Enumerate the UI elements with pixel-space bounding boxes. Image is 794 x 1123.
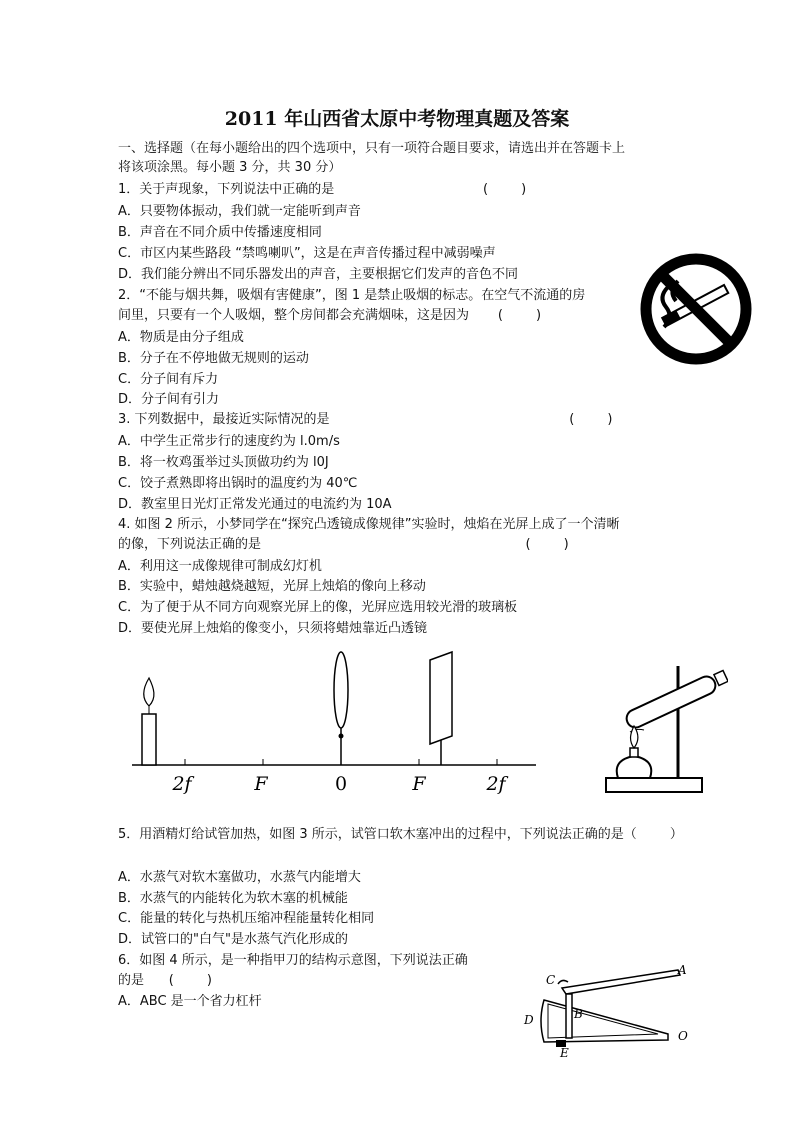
section-intro-line-1: 一、选择题（在每小题给出的四个选项中，只有一项符合题目要求，请选出并在答题卡上: [118, 141, 626, 156]
question-4-option-c: C．为了便于从不同方向观察光屏上的像，光屏应选用较光滑的玻璃板: [118, 600, 518, 615]
question-1-option-b: B．声音在不同介质中传播速度相同: [118, 225, 322, 240]
question-5-stem: 5．用酒精灯给试管加热，如图 3 所示，试管口软木塞冲出的过程中，下列说法正确的是（ ）: [118, 827, 683, 842]
question-5-option-c: C．能量的转化与热机压缩冲程能量转化相同: [118, 911, 375, 926]
question-1-option-c: C．市区内某些路段 “禁鸣喇叭”，这是在声音传播过程中减弱噪声: [118, 246, 496, 261]
question-6-option-a: A．ABC 是一个省力杠杆: [118, 994, 262, 1009]
question-2-option-d: D．分子间有引力: [118, 392, 220, 407]
question-1-stem: 1．关于声现象，下列说法中正确的是 ( ): [118, 182, 527, 197]
section-intro-line-2: 将该项涂黑。每小题 3 分，共 30 分）: [118, 160, 342, 175]
nail-clipper-figure: [518, 958, 703, 1060]
question-2-option-b: B．分子在不停地做无规则的运动: [118, 351, 309, 366]
upper-lever-abc: [558, 970, 680, 994]
question-4-option-b: B．实验中，蜡烛越烧越短，光屏上烛焰的像向上移动: [118, 579, 426, 594]
question-2-option-a: A．物质是由分子组成: [118, 330, 244, 345]
question-5-option-b: B．水蒸气的内能转化为软木塞的机械能: [118, 891, 348, 906]
question-3-option-a: A．中学生正常步行的速度约为 l.0m/s: [118, 434, 340, 449]
question-2-stem-1: 2．“不能与烟共舞，吸烟有害健康”，图 1 是禁止吸烟的标志。在空气不流通的房: [118, 288, 586, 303]
optical-bench-figure: [128, 648, 538, 796]
question-3-stem: 3. 下列数据中，最接近实际情况的是 ( ): [118, 412, 613, 427]
question-4-stem-1: 4. 如图 2 所示，小梦同学在“探究凸透镜成像规律”实验时，烛焰在光屏上成了一个清晰: [118, 517, 620, 532]
point-label: O: [678, 1029, 688, 1043]
axis-label: 2f: [486, 773, 506, 795]
stand-base: [606, 778, 702, 792]
test-tube-heating-figure: [598, 660, 728, 800]
question-6-stem-1: 6．如图 4 所示，是一种指甲刀的结构示意图，下列说法正确: [118, 953, 468, 968]
axis-label: F: [254, 773, 268, 795]
point-label: E: [560, 1046, 569, 1060]
question-5-option-d: D．试管口的"白气"是水蒸气汽化形成的: [118, 932, 348, 947]
question-3-option-d: D．教室里日光灯正常发光通过的电流约为 10A: [118, 497, 392, 512]
point-label: C: [546, 973, 556, 987]
point-label: D: [524, 1013, 534, 1027]
question-1-option-d: D．我们能分辨出不同乐器发出的声音，主要根据它们发声的音色不同: [118, 267, 519, 282]
convex-lens: [334, 652, 348, 765]
question-3-option-c: C．饺子煮熟即将出锅时的温度约为 40℃: [118, 476, 358, 491]
question-6-stem-2: 的是 ( ): [118, 973, 212, 988]
no-smoking-sign-figure: [638, 251, 754, 367]
axis-label: 0: [334, 773, 348, 795]
clipper-body: [541, 994, 668, 1047]
axis-label: 2f: [172, 773, 192, 795]
page-title: 2011 年山西省太原中考物理真题及答案: [224, 108, 570, 130]
point-label: A: [678, 963, 687, 977]
pin-b: [566, 994, 572, 1038]
question-3-option-b: B．将一枚鸡蛋举过头顶做功约为 l0J: [118, 455, 329, 470]
point-label: B: [574, 1007, 583, 1021]
question-4-stem-2: 的像，下列说法正确的是 ( ): [118, 537, 569, 552]
question-1-option-a: A．只要物体振动，我们就一定能听到声音: [118, 204, 361, 219]
question-2-option-c: C．分子间有斥力: [118, 372, 219, 387]
test-tube: [624, 674, 719, 732]
question-4-option-a: A．利用这一成像规律可制成幻灯机: [118, 559, 322, 574]
candle: [142, 678, 156, 765]
question-2-stem-2: 间里，只要有一个人吸烟，整个房间都会充满烟味，这是因为 ( ): [118, 308, 542, 323]
question-5-option-a: A．水蒸气对软木塞做功，水蒸气内能增大: [118, 870, 361, 885]
question-4-option-d: D．要使光屏上烛焰的像变小，只须将蜡烛靠近凸透镜: [118, 621, 428, 636]
alcohol-lamp: [617, 726, 652, 778]
light-screen: [430, 652, 452, 765]
axis-label: F: [412, 773, 426, 795]
